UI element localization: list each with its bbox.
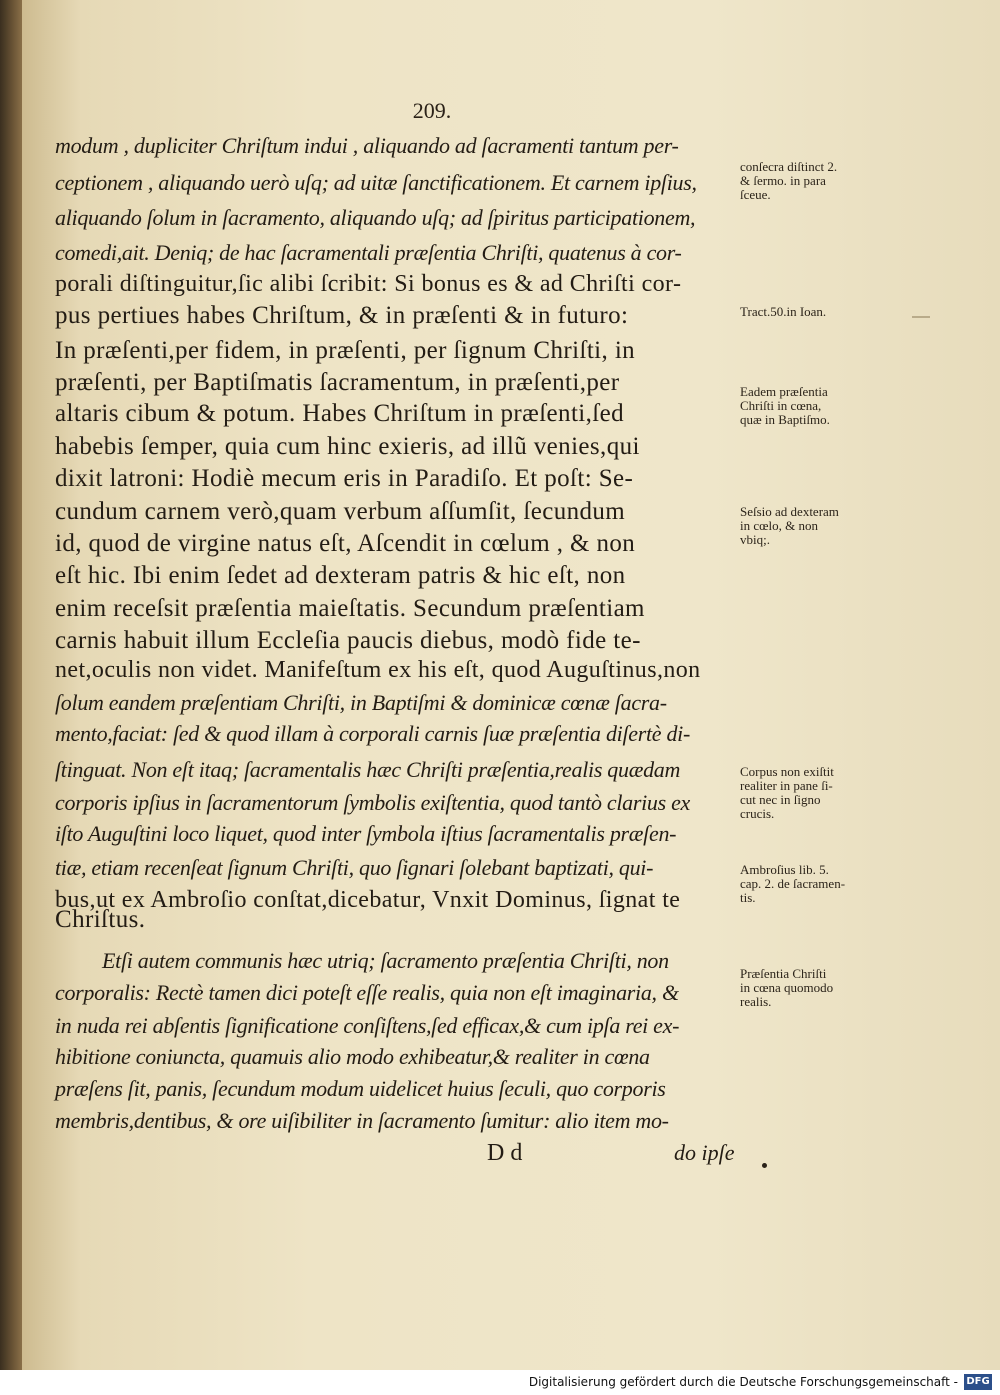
text-line: altaris cibum & potum. Habes Chriſtum in præſenti,ſed <box>55 400 625 427</box>
dfg-logo: DFG <box>964 1374 992 1390</box>
margin-note: Ambroſius lib. 5. cap. 2. de ſacramen- tis. <box>740 862 846 905</box>
margin-note: Seſsio ad dexteram in cœlo, & non vbiq;. <box>740 504 839 547</box>
margin-note: Corpus non exiſtit realiter in pane ſi- cut nec in ſigno crucis. <box>740 764 834 821</box>
text-line: pus pertiues habes Chriſtum, & in præſenti & in futuro: <box>55 302 629 329</box>
signature-mark: D d <box>487 1140 523 1166</box>
footer-bar <box>0 1370 1000 1395</box>
text-line: mento,faciat: ſed & quod illam à corporali carnis ſuæ præſentia diſertè di- <box>55 721 691 746</box>
text-line: eſt hic. Ibi enim ſedet ad dexteram patris & hic eſt, non <box>55 562 626 589</box>
margin-note: conſecra diſtinct 2. & ſermo. in para ſceue. <box>740 159 838 202</box>
text-line: modum , dupliciter Chriſtum indui , aliquando ad ſacramenti tantum per- <box>55 133 679 158</box>
text-line: iſto Auguſtini loco liquet, quod inter ſymbola iſtius ſacramentalis præſen- <box>55 821 677 846</box>
text-line: tiæ, etiam recenſeat ſignum Chriſti, quo ſignari ſolebant baptizati, qui- <box>55 855 654 880</box>
text-line: corporalis: Rectè tamen dici poteſt eſſe realis, quia non eſt imaginaria, & <box>55 980 679 1005</box>
text-line: in nuda rei abſentis ſignificatione conſiſtens,ſed efficax,& cum ipſa rei ex- <box>55 1013 680 1038</box>
text-line: aliquando ſolum in ſacramento, aliquando uſq; ad ſpiritus participationem, <box>55 205 696 230</box>
ink-dot <box>762 1163 767 1168</box>
text-line: hibitione coniuncta, quamuis alio modo exhibeatur,& realiter in cœna <box>55 1044 650 1069</box>
text-line: porali diſtinguitur,ſic alibi ſcribit: Si bonus es & ad Chriſti cor- <box>55 271 682 297</box>
text-line: corporis ipſius in ſacramentorum ſymbolis exiſtentia, quod tantò clarius ex <box>55 790 690 815</box>
book-binding <box>0 0 22 1370</box>
text-line: habebis ſemper, quia cum hinc exieris, ad illũ venies,qui <box>55 433 640 460</box>
text-line: ceptionem , aliquando uerò uſq; ad uitæ ſanctificationem. Et carnem ipſius, <box>55 170 697 195</box>
page-number: 209. <box>412 98 452 123</box>
margin-note: Præſentia Chriſti in cœna quomodo realis. <box>740 966 834 1009</box>
text-line: ſolum eandem præſentiam Chriſti, in Baptiſmi & dominicæ cœnæ ſacra- <box>55 690 667 715</box>
book-page <box>22 0 1000 1370</box>
margin-rule <box>912 316 930 318</box>
text-line: præſenti, per Baptiſmatis ſacramentum, in præſenti,per <box>55 369 620 396</box>
text-line: comedi,ait. Deniq; de hac ſacramentali præſentia Chriſti, quatenus à cor- <box>55 240 682 265</box>
margin-note: Eadem præſentia Chriſti in cœna, quæ in Baptiſmo. <box>740 384 830 427</box>
text-line: membris,dentibus, & ore uiſibiliter in ſacramento ſumitur: alio item mo- <box>55 1108 669 1133</box>
text-line: dixit latroni: Hodiè mecum eris in Paradiſo. Et poſt: Se- <box>55 465 634 492</box>
text-line: cundum carnem verò,quam verbum aſſumſit, ſecundum <box>55 498 626 525</box>
text-line: Etſi autem communis hæc utriq; ſacramento præſentia Chriſti, non <box>102 948 669 973</box>
text-line: net,oculis non videt. Manifeſtum ex his eſt, quod Auguſtinus,non <box>55 657 701 683</box>
text-line: præſens ſit, panis, ſecundum modum uidelicet huius ſeculi, quo corporis <box>55 1076 666 1101</box>
footer-credit: Digitalisierung gefördert durch die Deutsche Forschungsgemeinschaft - <box>528 1375 958 1389</box>
text-line: Chriſtus. <box>55 906 146 933</box>
text-line: carnis habuit illum Eccleſia paucis diebus, modò fide te- <box>55 627 641 654</box>
text-line: enim receſsit præſentia maieſtatis. Secundum præſentiam <box>55 595 645 622</box>
text-line: bus,ut ex Ambroſio conſtat,dicebatur, Vnxit Dominus, ſignat te <box>55 887 681 913</box>
catchword: do ipſe <box>674 1140 735 1165</box>
margin-note: Tract.50.in Ioan. <box>740 304 827 319</box>
text-line: ſtinguat. Non eſt itaq; ſacramentalis hæc Chriſti præſentia,realis quædam <box>55 757 681 782</box>
text-line: id, quod de virgine natus eſt, Aſcendit in cœlum , & non <box>55 530 636 557</box>
text-line: In præſenti,per fidem, in præſenti, per ſignum Chriſti, in <box>55 337 636 364</box>
